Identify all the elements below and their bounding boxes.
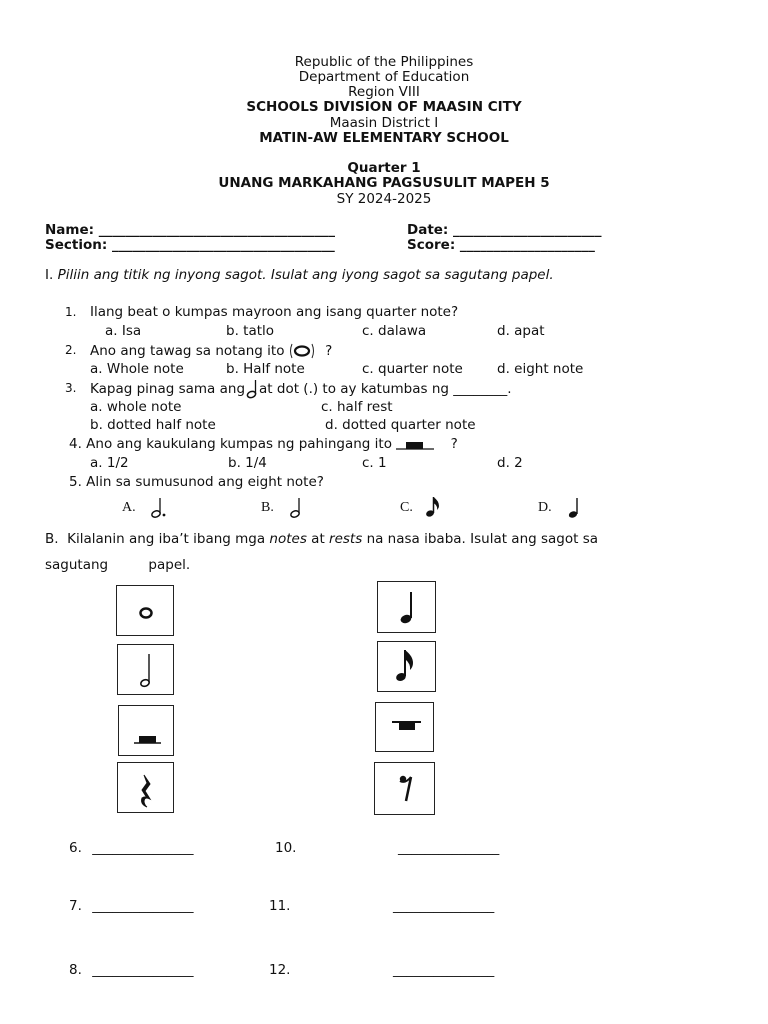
q4-option-b: b. 1/4 xyxy=(228,455,267,471)
part1-instruction-text: Piliin ang titik ng inyong sagot. Isulat ang iyong sagot sa sagutang papel. xyxy=(57,267,554,283)
q3-text: Kapag pinag sama ang at dot (.) to ay katumbas ng ________. xyxy=(90,381,512,397)
answer-11-line: _______________ xyxy=(393,898,495,914)
box-half-note xyxy=(117,644,174,695)
quarter-note-icon xyxy=(378,582,435,632)
header-region: Region VIII xyxy=(348,84,420,100)
q5-option-b-label: B. xyxy=(261,500,274,515)
half-rest-icon xyxy=(119,706,173,755)
q4-text: 4. Ano ang kaukulang kumpas ng pahingang ito ? xyxy=(69,436,458,452)
q1-option-c: c. dalawa xyxy=(362,323,427,339)
answer-10-number: 10. xyxy=(275,840,297,856)
section-field: Section: _________________________________ xyxy=(45,237,335,253)
q5-text: 5. Alin sa sumusunod ang eight note? xyxy=(69,474,324,490)
header-division: SCHOOLS DIVISION OF MAASIN CITY xyxy=(246,99,522,115)
q1-option-b: b. tatlo xyxy=(226,323,275,339)
part1-label: I. xyxy=(45,267,54,283)
name-field: Name: ___________________________________ xyxy=(45,222,335,238)
part2-instruction: B. Kilalanin ang iba’t ibang mga notes at rests na nasa ibaba. Isulat ang sagot sa xyxy=(45,531,599,547)
box-half-rest xyxy=(118,705,174,756)
q2-option-a: a. Whole note xyxy=(90,361,184,377)
q2-option-d: d. eight note xyxy=(497,361,584,377)
q1-text: Ilang beat o kumpas mayroon ang isang quarter note? xyxy=(90,304,459,320)
school-year: SY 2024-2025 xyxy=(336,191,432,207)
box-quarter-note xyxy=(377,581,436,633)
q2-option-b: b. Half note xyxy=(226,361,305,377)
q3-option-a: a. whole note xyxy=(90,399,182,415)
box-eighth-rest xyxy=(374,762,435,815)
answer-12-line: _______________ xyxy=(393,962,495,978)
q2-number: 2. xyxy=(65,343,77,357)
score-field: Score: ____________________ xyxy=(407,237,595,253)
half-note-icon xyxy=(287,496,303,524)
part1-instruction xyxy=(45,267,554,283)
q2-text: Ano ang tawag sa notang ito ? xyxy=(90,343,333,359)
q5-option-a-label: A. xyxy=(122,500,136,515)
box-whole-rest xyxy=(375,702,434,752)
date-field: Date: ______________________ xyxy=(407,222,602,238)
answer-11-number: 11. xyxy=(269,898,291,914)
q1-number: 1. xyxy=(65,305,77,319)
q1-option-d: d. apat xyxy=(497,323,545,339)
answer-6: 6. _______________ xyxy=(69,840,194,856)
whole-note-icon xyxy=(289,342,315,360)
q1-option-a: a. Isa xyxy=(105,323,142,339)
eighth-note-icon xyxy=(378,642,435,691)
q4-option-d: d. 2 xyxy=(497,455,523,471)
q2-option-c: c. quarter note xyxy=(362,361,463,377)
q3-option-b: b. dotted half note xyxy=(90,417,216,433)
answer-8: 8. _______________ xyxy=(69,962,194,978)
whole-rest-icon xyxy=(376,703,433,751)
q3-number: 3. xyxy=(65,381,77,395)
header-department: Department of Education xyxy=(298,69,470,85)
q4-option-c: c. 1 xyxy=(362,455,387,471)
eighth-note-icon xyxy=(424,495,442,523)
half-note-icon xyxy=(118,645,173,694)
quarter-rest-icon xyxy=(118,763,173,812)
q4-option-a: a. 1/2 xyxy=(90,455,129,471)
answer-12-number: 12. xyxy=(269,962,291,978)
answer-10-line: _______________ xyxy=(398,840,500,856)
box-whole-note xyxy=(116,585,174,636)
box-eighth-note xyxy=(377,641,436,692)
box-quarter-rest xyxy=(117,762,174,813)
half-rest-icon xyxy=(396,437,436,451)
half-note-icon xyxy=(245,379,259,399)
quarter-note-icon xyxy=(566,496,582,524)
q3-option-d: d. dotted quarter note xyxy=(325,417,476,433)
test-title: UNANG MARKAHANG PAGSUSULIT MAPEH 5 xyxy=(218,175,550,191)
quarter-label: Quarter 1 xyxy=(347,160,421,176)
q5-option-d-label: D. xyxy=(538,500,552,515)
q5-option-c-label: C. xyxy=(400,500,413,515)
eighth-rest-icon xyxy=(375,763,434,814)
q3-option-c: c. half rest xyxy=(321,399,393,415)
header-school: MATIN-AW ELEMENTARY SCHOOL xyxy=(259,130,509,146)
header-district: Maasin District I xyxy=(329,115,439,131)
part2-instruction-cont: sagutang papel. xyxy=(45,557,191,573)
whole-note-icon xyxy=(117,586,173,635)
header-republic: Republic of the Philippines xyxy=(294,54,474,70)
dotted-half-note-icon xyxy=(148,496,168,524)
answer-7: 7. _______________ xyxy=(69,898,194,914)
